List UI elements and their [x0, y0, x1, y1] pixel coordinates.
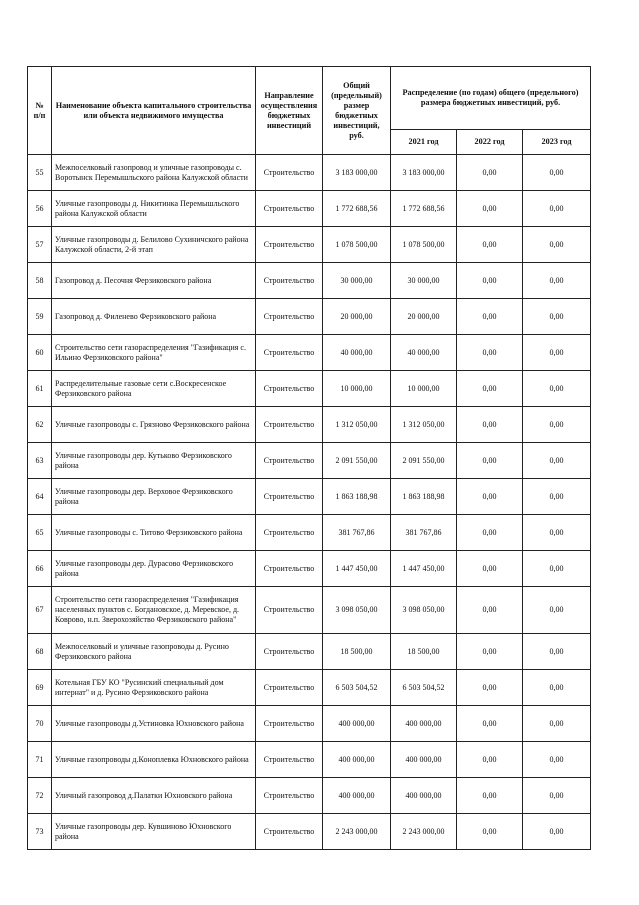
table-row: [28, 778, 591, 814]
amount-2021: 30 000,00: [391, 263, 457, 299]
amount-2023: 0,00: [523, 227, 591, 263]
object-name: Межпоселковый и уличные газопроводы д. Русино Ферзиковского района: [52, 634, 256, 670]
table-body: [28, 155, 591, 850]
object-name: Уличные газопроводы с. Титово Ферзиковского района: [52, 515, 256, 551]
row-number: 73: [28, 814, 52, 850]
investment-direction: Строительство: [256, 515, 323, 551]
investment-direction: Строительство: [256, 263, 323, 299]
row-number: 62: [28, 407, 52, 443]
table-row: [28, 742, 591, 778]
object-name: Уличные газопроводы д.Коноплевка Юхновского района: [52, 742, 256, 778]
investment-direction: Строительство: [256, 299, 323, 335]
total-amount: 18 500,00: [323, 634, 391, 670]
row-number: 55: [28, 155, 52, 191]
amount-2021: 20 000,00: [391, 299, 457, 335]
object-name: Уличные газопроводы дер. Кутьково Ферзиковского района: [52, 443, 256, 479]
table-row: [28, 227, 591, 263]
row-number: 63: [28, 443, 52, 479]
amount-2022: 0,00: [457, 227, 523, 263]
table-row: [28, 335, 591, 371]
table-row: [28, 587, 591, 634]
investment-direction: Строительство: [256, 814, 323, 850]
row-number: 59: [28, 299, 52, 335]
amount-2022: 0,00: [457, 479, 523, 515]
total-amount: 3 098 050,00: [323, 587, 391, 634]
amount-2021: 1 312 050,00: [391, 407, 457, 443]
amount-2022: 0,00: [457, 742, 523, 778]
total-amount: 10 000,00: [323, 371, 391, 407]
amount-2023: 0,00: [523, 706, 591, 742]
total-amount: 6 503 504,52: [323, 670, 391, 706]
row-number: 60: [28, 335, 52, 371]
total-amount: 400 000,00: [323, 706, 391, 742]
object-name: Уличные газопроводы дер. Верховое Ферзиковского района: [52, 479, 256, 515]
amount-2023: 0,00: [523, 634, 591, 670]
amount-2021: 1 772 688,56: [391, 191, 457, 227]
row-number: 66: [28, 551, 52, 587]
row-number: 65: [28, 515, 52, 551]
amount-2022: 0,00: [457, 587, 523, 634]
amount-2021: 400 000,00: [391, 742, 457, 778]
amount-2021: 400 000,00: [391, 706, 457, 742]
amount-2022: 0,00: [457, 155, 523, 191]
amount-2021: 400 000,00: [391, 778, 457, 814]
amount-2022: 0,00: [457, 335, 523, 371]
total-amount: 1 772 688,56: [323, 191, 391, 227]
object-name: Уличные газопроводы дер. Кувшиново Юхновского района: [52, 814, 256, 850]
amount-2023: 0,00: [523, 263, 591, 299]
amount-2021: 3 183 000,00: [391, 155, 457, 191]
table-row: [28, 634, 591, 670]
amount-2023: 0,00: [523, 551, 591, 587]
amount-2023: 0,00: [523, 371, 591, 407]
table-row: [28, 515, 591, 551]
row-number: 71: [28, 742, 52, 778]
col-header-2021: 2021 год: [391, 130, 457, 155]
total-amount: 381 767,86: [323, 515, 391, 551]
col-header-2023: 2023 год: [523, 130, 591, 155]
row-number: 57: [28, 227, 52, 263]
col-header-2022: 2022 год: [457, 130, 523, 155]
total-amount: 1 447 450,00: [323, 551, 391, 587]
total-amount: 30 000,00: [323, 263, 391, 299]
investment-direction: Строительство: [256, 479, 323, 515]
object-name: Газопровод д. Филенево Ферзиковского района: [52, 299, 256, 335]
amount-2023: 0,00: [523, 335, 591, 371]
investment-direction: Строительство: [256, 706, 323, 742]
investment-direction: Строительство: [256, 335, 323, 371]
amount-2022: 0,00: [457, 443, 523, 479]
table-row: [28, 551, 591, 587]
table-row: [28, 371, 591, 407]
total-amount: 400 000,00: [323, 778, 391, 814]
amount-2022: 0,00: [457, 551, 523, 587]
row-number: 72: [28, 778, 52, 814]
amount-2021: 2 243 000,00: [391, 814, 457, 850]
object-name: Уличный газопровод д.Палатки Юхновского района: [52, 778, 256, 814]
amount-2023: 0,00: [523, 814, 591, 850]
object-name: Строительство сети газораспределения "Газификация с. Ильино Ферзиковского района": [52, 335, 256, 371]
table-row: [28, 263, 591, 299]
table-row: [28, 670, 591, 706]
investment-direction: Строительство: [256, 551, 323, 587]
object-name: Уличные газопроводы д. Никитинка Перемышльского района Калужской области: [52, 191, 256, 227]
row-number: 69: [28, 670, 52, 706]
object-name: Строительство сети газораспределения "Газификация населенных пунктов с. Богдановское, д. Меревское, д. Коврово, н.п. Зверохозяйство Ферзиковского района": [52, 587, 256, 634]
amount-2022: 0,00: [457, 191, 523, 227]
investment-direction: Строительство: [256, 670, 323, 706]
amount-2023: 0,00: [523, 515, 591, 551]
object-name: Уличные газопроводы д. Белилово Сухиничского района Калужской области, 2-й этап: [52, 227, 256, 263]
amount-2022: 0,00: [457, 706, 523, 742]
investment-direction: Строительство: [256, 778, 323, 814]
amount-2023: 0,00: [523, 479, 591, 515]
table-row: [28, 706, 591, 742]
col-header-name: Наименование объекта капитального строительства или объекта недвижимого имущества: [52, 67, 256, 155]
total-amount: 1 312 050,00: [323, 407, 391, 443]
total-amount: 3 183 000,00: [323, 155, 391, 191]
table-row: [28, 443, 591, 479]
amount-2021: 3 098 050,00: [391, 587, 457, 634]
table-row: [28, 479, 591, 515]
amount-2022: 0,00: [457, 371, 523, 407]
amount-2023: 0,00: [523, 443, 591, 479]
investment-direction: Строительство: [256, 742, 323, 778]
total-amount: 40 000,00: [323, 335, 391, 371]
object-name: Газопровод д. Песочня Ферзиковского района: [52, 263, 256, 299]
row-number: 64: [28, 479, 52, 515]
object-name: Уличные газопроводы дер. Дурасово Ферзиковского района: [52, 551, 256, 587]
investment-direction: Строительство: [256, 407, 323, 443]
row-number: 56: [28, 191, 52, 227]
amount-2022: 0,00: [457, 299, 523, 335]
amount-2022: 0,00: [457, 634, 523, 670]
table-row: [28, 814, 591, 850]
investment-direction: Строительство: [256, 371, 323, 407]
amount-2021: 18 500,00: [391, 634, 457, 670]
amount-2021: 1 447 450,00: [391, 551, 457, 587]
row-number: 61: [28, 371, 52, 407]
total-amount: 1 078 500,00: [323, 227, 391, 263]
amount-2023: 0,00: [523, 155, 591, 191]
amount-2021: 10 000,00: [391, 371, 457, 407]
amount-2022: 0,00: [457, 263, 523, 299]
amount-2023: 0,00: [523, 407, 591, 443]
table-row: [28, 155, 591, 191]
object-name: Межпоселковый газопровод и уличные газопроводы с. Воротынск Перемышльского района Калужской области: [52, 155, 256, 191]
table-row: [28, 407, 591, 443]
row-number: 67: [28, 587, 52, 634]
investment-direction: Строительство: [256, 634, 323, 670]
col-header-distribution: Распределение (по годам) общего (предельного) размера бюджетных инвестиций, руб.: [391, 67, 591, 130]
total-amount: 20 000,00: [323, 299, 391, 335]
investment-direction: Строительство: [256, 443, 323, 479]
total-amount: 400 000,00: [323, 742, 391, 778]
col-header-total: Общий (предельный) размер бюджетных инвестиций, руб.: [323, 67, 391, 155]
amount-2023: 0,00: [523, 587, 591, 634]
investment-direction: Строительство: [256, 227, 323, 263]
amount-2023: 0,00: [523, 191, 591, 227]
amount-2021: 1 078 500,00: [391, 227, 457, 263]
total-amount: 2 091 550,00: [323, 443, 391, 479]
row-number: 68: [28, 634, 52, 670]
investment-direction: Строительство: [256, 155, 323, 191]
amount-2021: 6 503 504,52: [391, 670, 457, 706]
row-number: 58: [28, 263, 52, 299]
amount-2021: 40 000,00: [391, 335, 457, 371]
object-name: Котельная ГБУ КО "Русинский специальный дом интернат" и д. Русино Ферзиковского района: [52, 670, 256, 706]
amount-2023: 0,00: [523, 778, 591, 814]
amount-2023: 0,00: [523, 742, 591, 778]
amount-2022: 0,00: [457, 407, 523, 443]
row-number: 70: [28, 706, 52, 742]
amount-2022: 0,00: [457, 814, 523, 850]
amount-2021: 381 767,86: [391, 515, 457, 551]
table-row: [28, 191, 591, 227]
header-row: [28, 67, 591, 130]
amount-2023: 0,00: [523, 670, 591, 706]
budget-investment-table: [27, 66, 591, 850]
col-header-direction: Направление осуществления бюджетных инвестиций: [256, 67, 323, 155]
amount-2022: 0,00: [457, 515, 523, 551]
investment-direction: Строительство: [256, 587, 323, 634]
amount-2022: 0,00: [457, 778, 523, 814]
amount-2023: 0,00: [523, 299, 591, 335]
total-amount: 2 243 000,00: [323, 814, 391, 850]
amount-2021: 2 091 550,00: [391, 443, 457, 479]
object-name: Уличные газопроводы с. Грязново Ферзиковского района: [52, 407, 256, 443]
amount-2022: 0,00: [457, 670, 523, 706]
object-name: Распределительные газовые сети с.Воскресенское Ферзиковского района: [52, 371, 256, 407]
total-amount: 1 863 188,98: [323, 479, 391, 515]
col-header-num: № п/п: [28, 67, 52, 155]
object-name: Уличные газопроводы д.Устиновка Юхновского района: [52, 706, 256, 742]
table-row: [28, 299, 591, 335]
investment-direction: Строительство: [256, 191, 323, 227]
amount-2021: 1 863 188,98: [391, 479, 457, 515]
